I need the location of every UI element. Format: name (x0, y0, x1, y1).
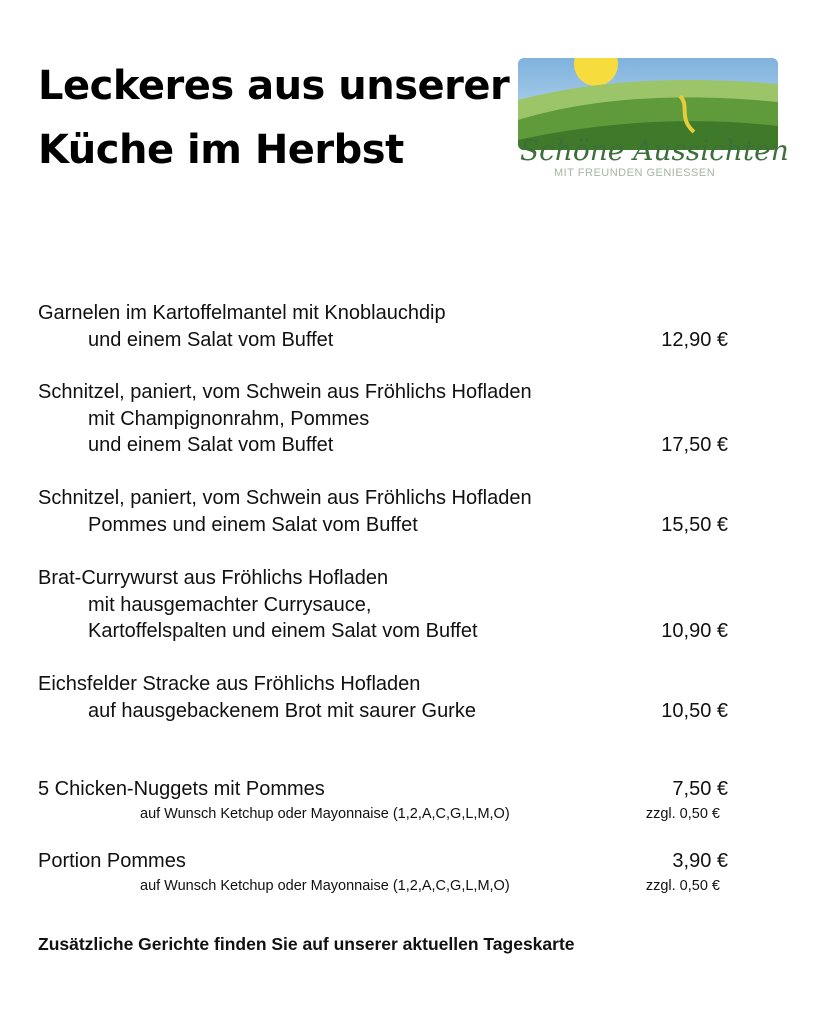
menu-item (38, 300, 728, 353)
dish-price: 12,90 € (661, 328, 728, 351)
menu-item (38, 485, 728, 538)
sun-icon (574, 42, 618, 86)
dish-description: Kartoffelspalten und einem Salat vom Buffet (88, 620, 478, 642)
dish-price: 10,50 € (661, 699, 728, 722)
snack-title: Portion Pommes (38, 850, 186, 872)
dish-description: mit hausgemachter Currysauce, (88, 593, 372, 616)
footer-note: Zusätzliche Gerichte finden Sie auf unserer aktuellen Tageskarte (38, 934, 575, 954)
snack-note: auf Wunsch Ketchup oder Mayonnaise (1,2,A,C,G,L,M,O) (140, 805, 510, 822)
snack-surcharge: zzgl. 0,50 € (645, 805, 720, 822)
dish-description: auf hausgebackenem Brot mit saurer Gurke (88, 699, 476, 722)
dish-price: 17,50 € (661, 434, 728, 456)
title-line-2: Küche im Herbst (38, 127, 404, 173)
snack-surcharge: zzgl. 0,50 € (645, 877, 720, 894)
schoene-aussichten-logo (510, 40, 795, 190)
snack-price: 3,90 € (672, 850, 728, 872)
dish-description: mit Champignonrahm, Pommes (88, 407, 370, 430)
dish-description: und einem Salat vom Buffet (88, 434, 334, 456)
dish-price: 15,50 € (661, 513, 728, 536)
menu-item (38, 671, 728, 724)
dish-price: 10,90 € (661, 620, 728, 642)
dish-title: Garnelen im Kartoffelmantel mit Knoblauchdip (38, 302, 446, 324)
menu-item (38, 565, 728, 645)
snack-price: 7,50 € (672, 778, 728, 800)
dish-description: und einem Salat vom Buffet (88, 328, 334, 351)
snack-title: 5 Chicken-Nuggets mit Pommes (38, 778, 325, 800)
page-title (38, 54, 509, 182)
title-line-1: Leckeres aus unserer (38, 63, 510, 109)
logo-script: Schöne Aussichten (520, 134, 789, 167)
snack-item (38, 848, 728, 897)
snack-note: auf Wunsch Ketchup oder Mayonnaise (1,2,A,C,G,L,M,O) (140, 877, 510, 894)
dish-title: Eichsfelder Stracke aus Fröhlichs Hofladen (38, 673, 421, 695)
dish-title: Schnitzel, paniert, vom Schwein aus Fröhlichs Hofladen (38, 381, 532, 403)
snack-item (38, 776, 728, 825)
dish-title: Brat-Currywurst aus Fröhlichs Hofladen (38, 567, 389, 589)
menu-item (38, 379, 728, 459)
logo-tagline: MIT FREUNDEN GENIESSEN (554, 167, 716, 179)
dish-title: Schnitzel, paniert, vom Schwein aus Fröhlichs Hofladen (38, 487, 532, 509)
dish-description: Pommes und einem Salat vom Buffet (88, 513, 418, 536)
